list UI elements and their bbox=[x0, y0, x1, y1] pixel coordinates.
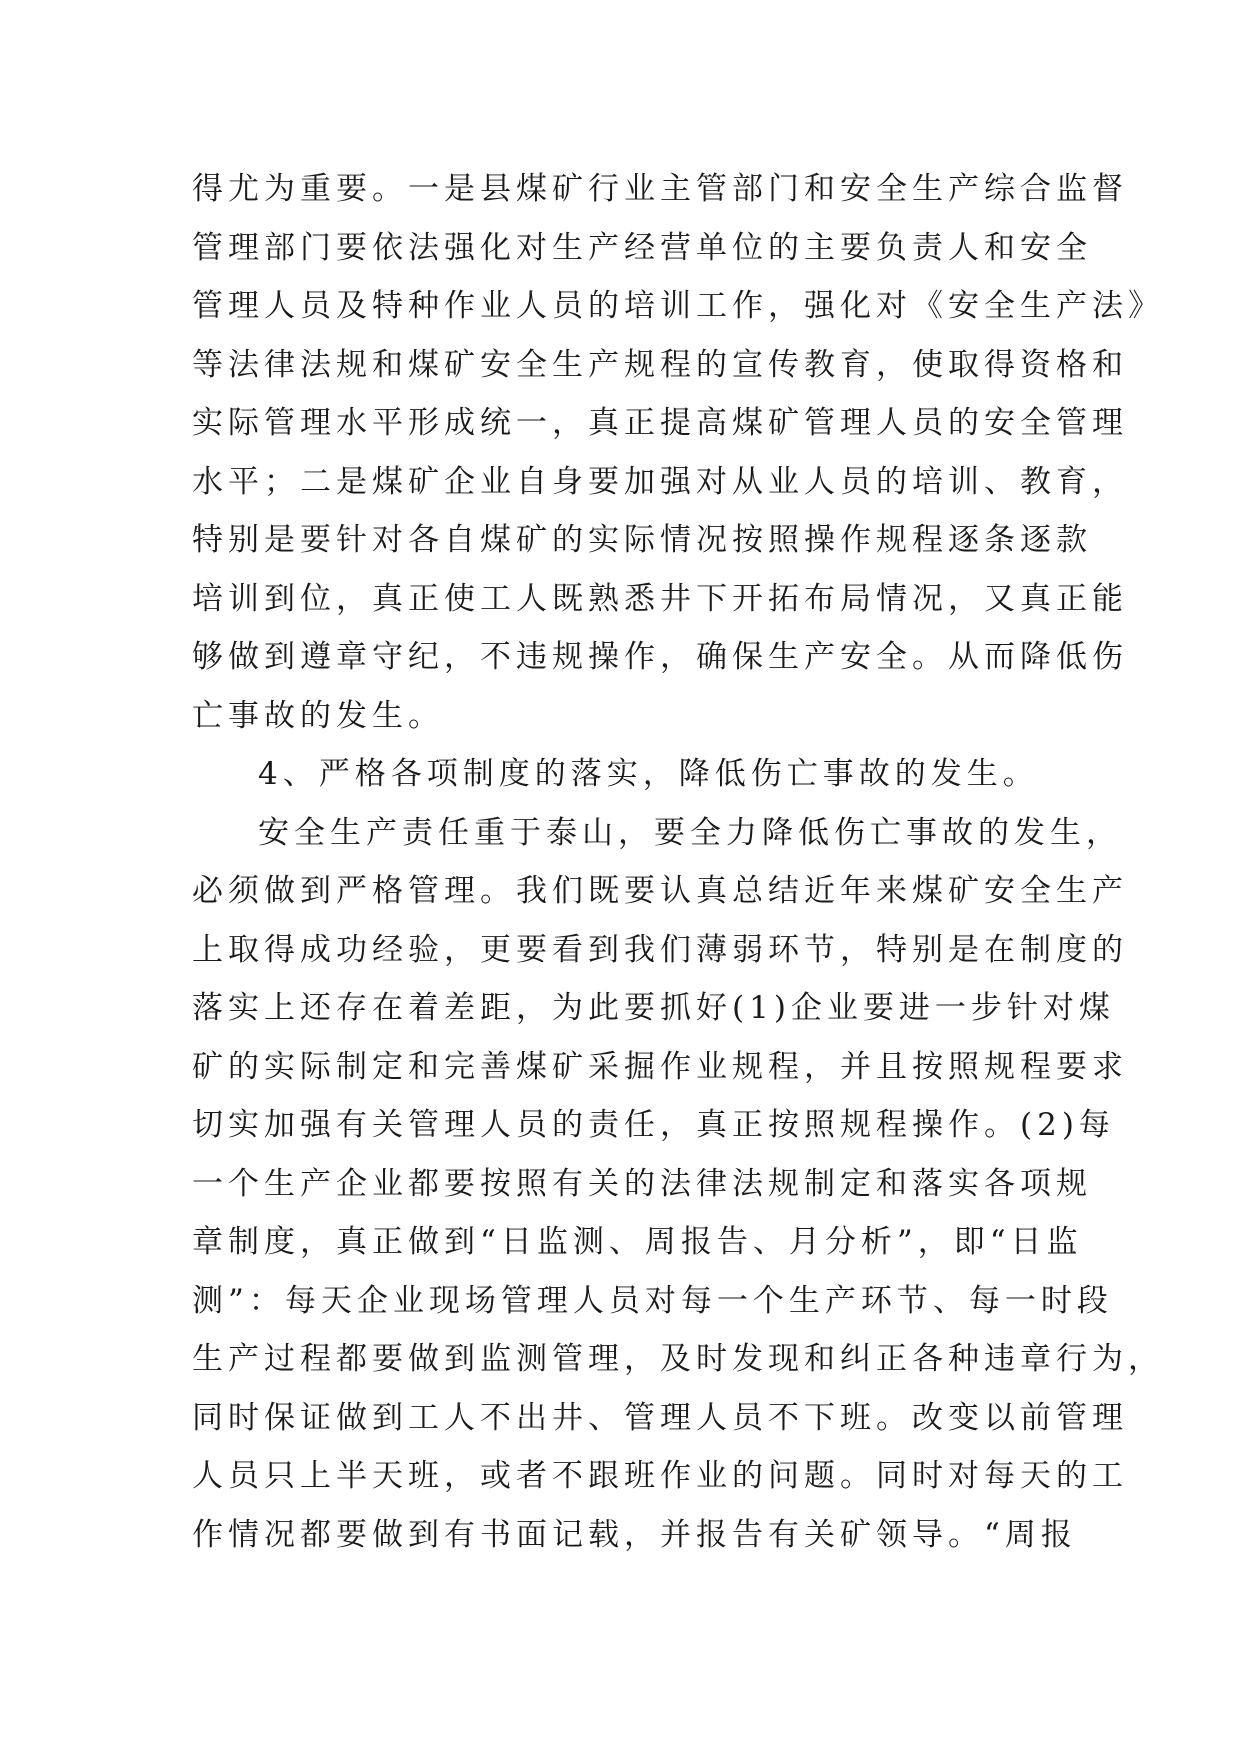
text-line: 够做到遵章守纪，不违规操作，确保生产安全。从而降低伤 bbox=[192, 639, 1128, 675]
text-line: 实际管理水平形成统一，真正提高煤矿管理人员的安全管理 bbox=[192, 405, 1128, 441]
text-line: 落实上还存在着差距，为此要抓好(1)企业要进一步针对煤 bbox=[192, 990, 1115, 1026]
text-line: 作情况都要做到有书面记载，并报告有关矿领导。“周报 bbox=[192, 1516, 1077, 1553]
text-line: 章制度，真正做到“日监测、周报告、月分析”，即“日监 bbox=[192, 1224, 1083, 1260]
text-line: 矿的实际制定和完善煤矿采掘作业规程，并且按照规程要求 bbox=[192, 1048, 1128, 1085]
text-line: 特别是要针对各自煤矿的实际情况按照操作规程逐条逐款 bbox=[192, 522, 1092, 558]
text-line: 人员只上半天班，或者不跟班作业的问题。同时对每天的工 bbox=[192, 1458, 1128, 1494]
section-heading: 4、严格各项制度的落实，降低伤亡事故的发生。 bbox=[258, 756, 1039, 792]
body-text bbox=[192, 160, 1164, 1564]
text-line: 一个生产企业都要按照有关的法律法规制定和落实各项规 bbox=[192, 1165, 1092, 1202]
text-line: 水平；二是煤矿企业自身要加强对从业人员的培训、教育， bbox=[192, 463, 1128, 500]
text-line: 得尤为重要。一是县煤矿行业主管部门和安全生产综合监督 bbox=[192, 171, 1128, 207]
text-line: 亡事故的发生。 bbox=[192, 697, 444, 734]
text-line: 培训到位，真正使工人既熟悉井下开拓布局情况，又真正能 bbox=[192, 580, 1128, 617]
text-line: 管理人员及特种作业人员的培训工作，强化对《安全生产法》 bbox=[192, 288, 1164, 324]
text-line: 上取得成功经验，更要看到我们薄弱环节，特别是在制度的 bbox=[192, 931, 1128, 968]
text-line: 生产过程都要做到监测管理，及时发现和纠正各种违章行为， bbox=[192, 1341, 1164, 1377]
text-line: 管理部门要依法强化对生产经营单位的主要负责人和安全 bbox=[192, 229, 1092, 266]
text-line: 切实加强有关管理人员的责任，真正按照规程操作。(2)每 bbox=[192, 1107, 1115, 1143]
text-line: 等法律法规和煤矿安全生产规程的宣传教育，使取得资格和 bbox=[192, 346, 1128, 383]
text-line: 同时保证做到工人不出井、管理人员不下班。改变以前管理 bbox=[192, 1399, 1128, 1436]
text-line: 测”：每天企业现场管理人员对每一个生产环节、每一时段 bbox=[192, 1282, 1113, 1319]
paragraph-first-line: 安全生产责任重于泰山，要全力降低伤亡事故的发生， bbox=[258, 814, 1122, 851]
text-line: 必须做到严格管理。我们既要认真总结近年来煤矿安全生产 bbox=[192, 873, 1128, 909]
